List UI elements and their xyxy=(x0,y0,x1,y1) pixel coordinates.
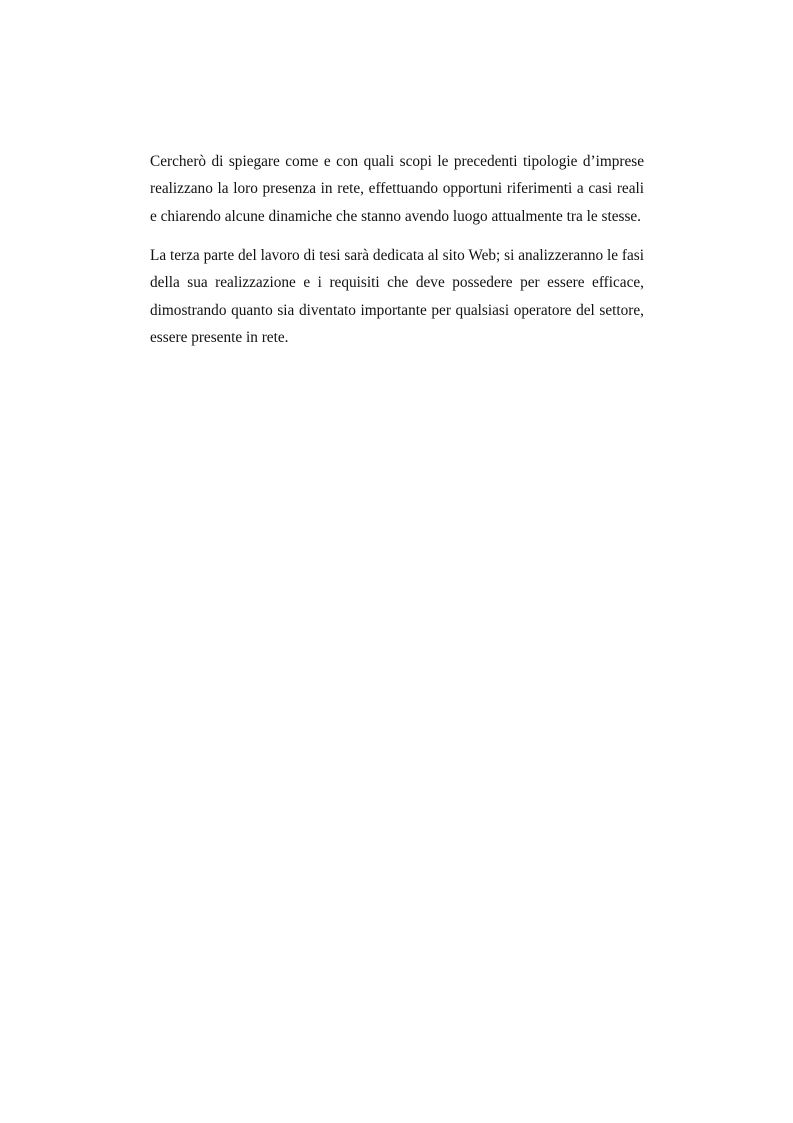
paragraph-1: Cercherò di spiegare come e con quali scopi le precedenti tipologie d’imprese realizzano la loro presenza in rete, effettuando opportuni riferimenti a casi reali e chiarendo alcune dinamiche che stanno avendo luogo attualmente tra le stesse. xyxy=(150,153,644,225)
paragraph-2: La terza parte del lavoro di tesi sarà dedicata al sito Web; si analizzeranno le fasi della sua realizzazione e i requisiti che deve possedere per essere efficace, dimostrando quanto sia diventato importante per qualsiasi operatore del settore, essere presente in rete. xyxy=(150,246,644,346)
body-text xyxy=(150,148,644,363)
